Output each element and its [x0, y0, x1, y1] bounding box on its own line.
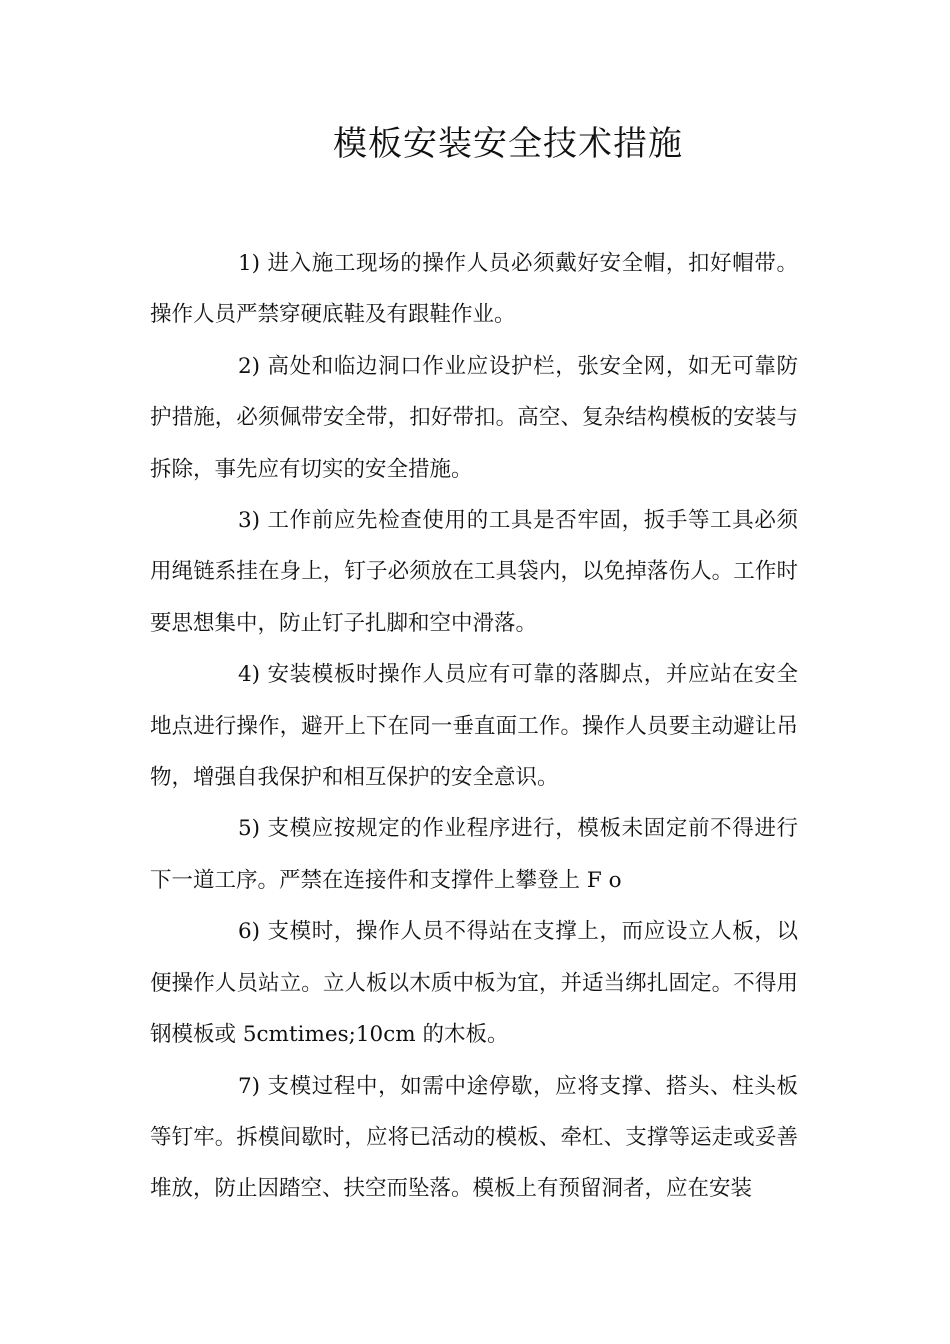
paragraph-3: 3) 工作前应先检查使用的工具是否牢固，扳手等工具必须用绳链系挂在身上，钉子必须放在工具袋内，以免掉落伤人。工作时要思想集中，防止钉子扎脚和空中滑落。: [150, 508, 798, 636]
document-body: [150, 238, 798, 1215]
paragraph-2: 2) 高处和临边洞口作业应设护栏，张安全网，如无可靠防护措施，必须佩带安全带，扣好带扣。高空、复杂结构模板的安装与拆除，事先应有切实的安全措施。: [150, 353, 798, 482]
document-title: 模板安装安全技术措施: [333, 124, 683, 164]
paragraph-5: 5) 支模应按规定的作业程序进行，模板未固定前不得进行下一道工序。严禁在连接件和支撑件上攀登上 F o: [150, 816, 798, 893]
paragraph-1: 1) 进入施工现场的操作人员必须戴好安全帽，扣好帽带。操作人员严禁穿硬底鞋及有跟鞋作业。: [150, 251, 798, 328]
paragraph-7: 7) 支模过程中，如需中途停歇，应将支撑、搭头、柱头板等钉牢。拆模间歇时，应将已活动的模板、牵杠、支撑等运走或妥善堆放，防止因踏空、扶空而坠落。模板上有预留洞者，应在安装: [150, 1073, 798, 1202]
paragraph-4: 4) 安装模板时操作人员应有可靠的落脚点，并应站在安全地点进行操作，避开上下在同一垂直面工作。操作人员要主动避让吊物，增强自我保护和相互保护的安全意识。: [150, 662, 798, 791]
paragraph-6: 6) 支模时，操作人员不得站在支撑上，而应设立人板，以便操作人员站立。立人板以木质中板为宜，并适当绑扎固定。不得用钢模板或 5cmtimes;10cm 的木板。: [150, 919, 798, 1048]
